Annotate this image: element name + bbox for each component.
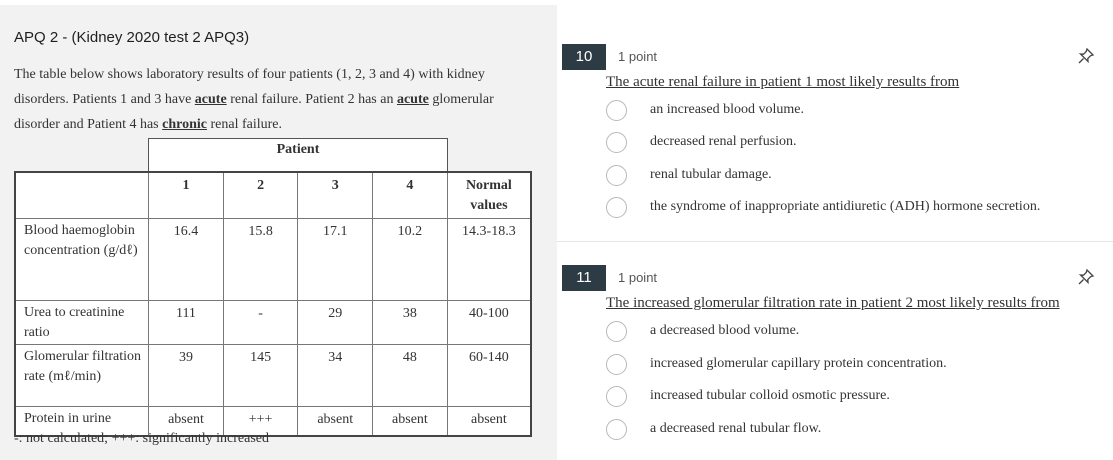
option-label: increased tubular colloid osmotic pressure.	[650, 388, 890, 403]
option-label: decreased renal perfusion.	[650, 134, 797, 149]
header-patient-2: 2	[223, 172, 298, 218]
question-number-badge: 11	[562, 265, 606, 291]
answer-option[interactable]	[606, 354, 1106, 378]
cell-value: 29	[298, 300, 373, 344]
radio-button[interactable]	[606, 197, 627, 218]
question-points: 1 point	[618, 270, 658, 285]
pin-icon[interactable]	[1077, 268, 1095, 286]
row-label: Protein in urine	[15, 406, 149, 436]
cell-normal: absent	[447, 406, 531, 436]
header-patient-1: 1	[149, 172, 224, 218]
radio-button[interactable]	[606, 132, 627, 153]
radio-button[interactable]	[606, 100, 627, 121]
option-label: a decreased blood volume.	[650, 323, 800, 338]
intro-emphasis-acute-2: acute	[396, 92, 429, 107]
radio-button[interactable]	[606, 321, 627, 342]
cell-value: -	[223, 300, 298, 344]
radio-button[interactable]	[606, 386, 627, 407]
cell-value: 39	[149, 344, 224, 406]
table-footnote: -: not calculated; +++: significantly increased	[14, 431, 269, 446]
question-points: 1 point	[618, 49, 658, 64]
intro-paragraph	[14, 62, 534, 137]
intro-text-2: renal failure. Patient 2 has an	[226, 92, 397, 107]
cell-value: 34	[298, 344, 373, 406]
answer-option[interactable]	[606, 132, 1106, 156]
intro-text-3: glomerular disorder and Patient 4 has	[14, 92, 494, 132]
patient-group-header: Patient	[148, 138, 448, 171]
table-row	[15, 300, 531, 344]
intro-text-4: renal failure.	[207, 117, 283, 132]
radio-button[interactable]	[606, 419, 627, 440]
cell-value: 111	[149, 300, 224, 344]
answer-option[interactable]	[606, 165, 1106, 189]
apq-title: APQ 2 - (Kidney 2020 test 2 APQ3)	[14, 29, 250, 46]
intro-text-1: The table below shows laboratory results of four patients (1, 2, 3 and 4) with kidney disorders. Patients 1 and 3 have	[14, 67, 485, 107]
header-normal-values: Normal values	[447, 172, 531, 218]
cell-value: 15.8	[223, 218, 298, 300]
cell-value: 145	[223, 344, 298, 406]
intro-emphasis-chronic: chronic	[162, 117, 207, 132]
cell-value: absent	[298, 406, 373, 436]
answer-option[interactable]	[606, 100, 1106, 124]
question-number-badge: 10	[562, 44, 606, 70]
question-divider	[557, 241, 1113, 242]
question-context-panel	[0, 5, 557, 460]
intro-emphasis-acute-1: acute	[194, 92, 227, 107]
row-label: Urea to creatinine ratio	[15, 300, 149, 344]
cell-normal: 40-100	[447, 300, 531, 344]
cell-normal: 14.3-18.3	[447, 218, 531, 300]
answer-option[interactable]	[606, 419, 1106, 443]
cell-value: 48	[373, 344, 448, 406]
row-label: Glomerular filtration rate (mℓ/min)	[15, 344, 149, 406]
radio-button[interactable]	[606, 354, 627, 375]
cell-normal: 60-140	[447, 344, 531, 406]
cell-value: 38	[373, 300, 448, 344]
question-stem: The increased glomerular filtration rate in patient 2 most likely results from	[606, 295, 1060, 311]
answer-option[interactable]	[606, 197, 1106, 221]
lab-results-table	[14, 171, 532, 437]
option-label: the syndrome of inappropriate antidiuretic (ADH) hormone secretion.	[650, 199, 1041, 214]
table-row	[15, 344, 531, 406]
question-stem: The acute renal failure in patient 1 most likely results from	[606, 74, 960, 90]
cell-value: 10.2	[373, 218, 448, 300]
cell-value: absent	[373, 406, 448, 436]
pin-icon[interactable]	[1077, 47, 1095, 65]
table-row	[15, 218, 531, 300]
option-label: an increased blood volume.	[650, 102, 804, 117]
cell-value: +++	[223, 406, 298, 436]
cell-value: 17.1	[298, 218, 373, 300]
cell-value: absent	[149, 406, 224, 436]
header-patient-3: 3	[298, 172, 373, 218]
cell-value: 16.4	[149, 218, 224, 300]
option-label: renal tubular damage.	[650, 167, 772, 182]
table-header-row	[15, 172, 531, 218]
option-label: a decreased renal tubular flow.	[650, 421, 822, 436]
answer-option[interactable]	[606, 386, 1106, 410]
header-patient-4: 4	[373, 172, 448, 218]
radio-button[interactable]	[606, 165, 627, 186]
header-blank	[15, 172, 149, 218]
row-label: Blood haemoglobin concentration (g/dℓ)	[15, 218, 149, 300]
option-label: increased glomerular capillary protein concentration.	[650, 356, 947, 371]
answer-option[interactable]	[606, 321, 1106, 345]
